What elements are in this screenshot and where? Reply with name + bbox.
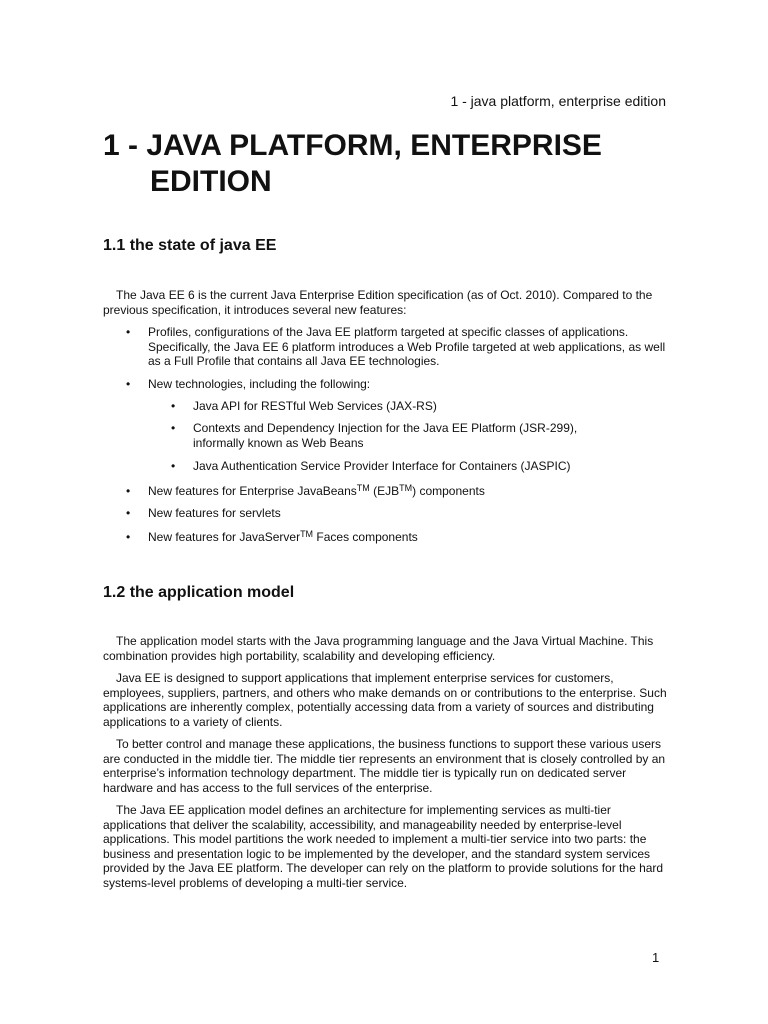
list-item bbox=[126, 529, 668, 545]
sub-list-item bbox=[171, 421, 623, 450]
bullet-icon: • bbox=[126, 484, 131, 498]
sub-list-item-text: Contexts and Dependency Injection for the Java EE Platform (JSR-299), informally known as Web Beans bbox=[193, 421, 578, 450]
bullet-icon: • bbox=[126, 325, 131, 339]
section-heading-1-2: 1.2 the application model bbox=[103, 584, 295, 601]
sub-list-item-text: Java Authentication Service Provider Interface for Containers (JASPIC) bbox=[193, 459, 571, 473]
running-header: 1 - java platform, enterprise edition bbox=[450, 93, 666, 109]
bullet-icon: • bbox=[171, 459, 176, 473]
list-item-text: New features for servlets bbox=[148, 506, 281, 520]
list-item-text: New features for Enterprise JavaBeans™ (EJB™) components bbox=[148, 483, 485, 498]
bullet-icon: • bbox=[126, 506, 131, 520]
page-number: 1 bbox=[652, 950, 660, 965]
bullet-icon: • bbox=[171, 399, 176, 413]
trademark-sup: TM bbox=[356, 483, 370, 493]
trademark-sup: TM bbox=[300, 529, 314, 539]
chapter-title-line1: 1 - JAVA PLATFORM, ENTERPRISE bbox=[103, 129, 602, 162]
section-1-2-paragraph: To better control and manage these applications, the business functions to support these various users are conducted in the middle tier. The middle tier represents an environment that is closely controlled by an enterprise’s information technology department. The middle tier is typically run on dedicated server hardware and has access to the full services of the enterprise. bbox=[103, 737, 666, 795]
sub-list-item bbox=[171, 459, 633, 474]
bullet-icon: • bbox=[171, 421, 176, 435]
list-item bbox=[126, 506, 668, 521]
sub-list-item bbox=[171, 399, 623, 414]
list-item-text: New features for JavaServer™ Faces components bbox=[148, 529, 418, 544]
list-item bbox=[126, 377, 668, 392]
list-item-text: Profiles, configurations of the Java EE platform targeted at specific classes of applications. Specifically, the Java EE 6 platform introduces a Web Profile targeted at web applications, as well as a Full Profile that contains all Java EE technologies. bbox=[148, 325, 666, 369]
list-item bbox=[126, 483, 668, 499]
section-1-2-paragraph: Java EE is designed to support applications that implement enterprise services for customers, employees, suppliers, partners, and others who make demands on or contributions to the enterprise. Such applications are inherently complex, potentially accessing data from a variety of sources and distributing applications to a variety of clients. bbox=[103, 671, 667, 729]
bullet-icon: • bbox=[126, 530, 131, 544]
list-item-text: New technologies, including the following: bbox=[148, 377, 371, 391]
chapter-title-line2: EDITION bbox=[150, 165, 272, 198]
list-item bbox=[126, 325, 668, 369]
section-1-2-paragraph: The application model starts with the Java programming language and the Java Virtual Machine. This combination provides high portability, scalability and developing efficiency. bbox=[103, 634, 654, 663]
section-1-1-intro: The Java EE 6 is the current Java Enterprise Edition specification (as of Oct. 2010). Compared to the previous specification, it introduces several new features: bbox=[103, 288, 653, 317]
section-1-2-paragraph: The Java EE application model defines an architecture for implementing services as multi-tier applications that deliver the scalability, accessibility, and manageability needed by enterprise-level applications. This model partitions the work needed to implement a multi-tier service into two parts: the business and presentation logic to be implemented by the developer, and the standard system services provided by the Java EE platform. The developer can rely on the platform to provide solutions for the hard systems-level problems of developing a multi-tier service. bbox=[103, 803, 664, 890]
chapter-title bbox=[103, 128, 703, 200]
trademark-sup: TM bbox=[399, 483, 413, 493]
bullet-icon: • bbox=[126, 377, 131, 391]
sub-list-item-text: Java API for RESTful Web Services (JAX-RS) bbox=[193, 399, 437, 413]
section-heading-1-1: 1.1 the state of java EE bbox=[103, 237, 277, 254]
